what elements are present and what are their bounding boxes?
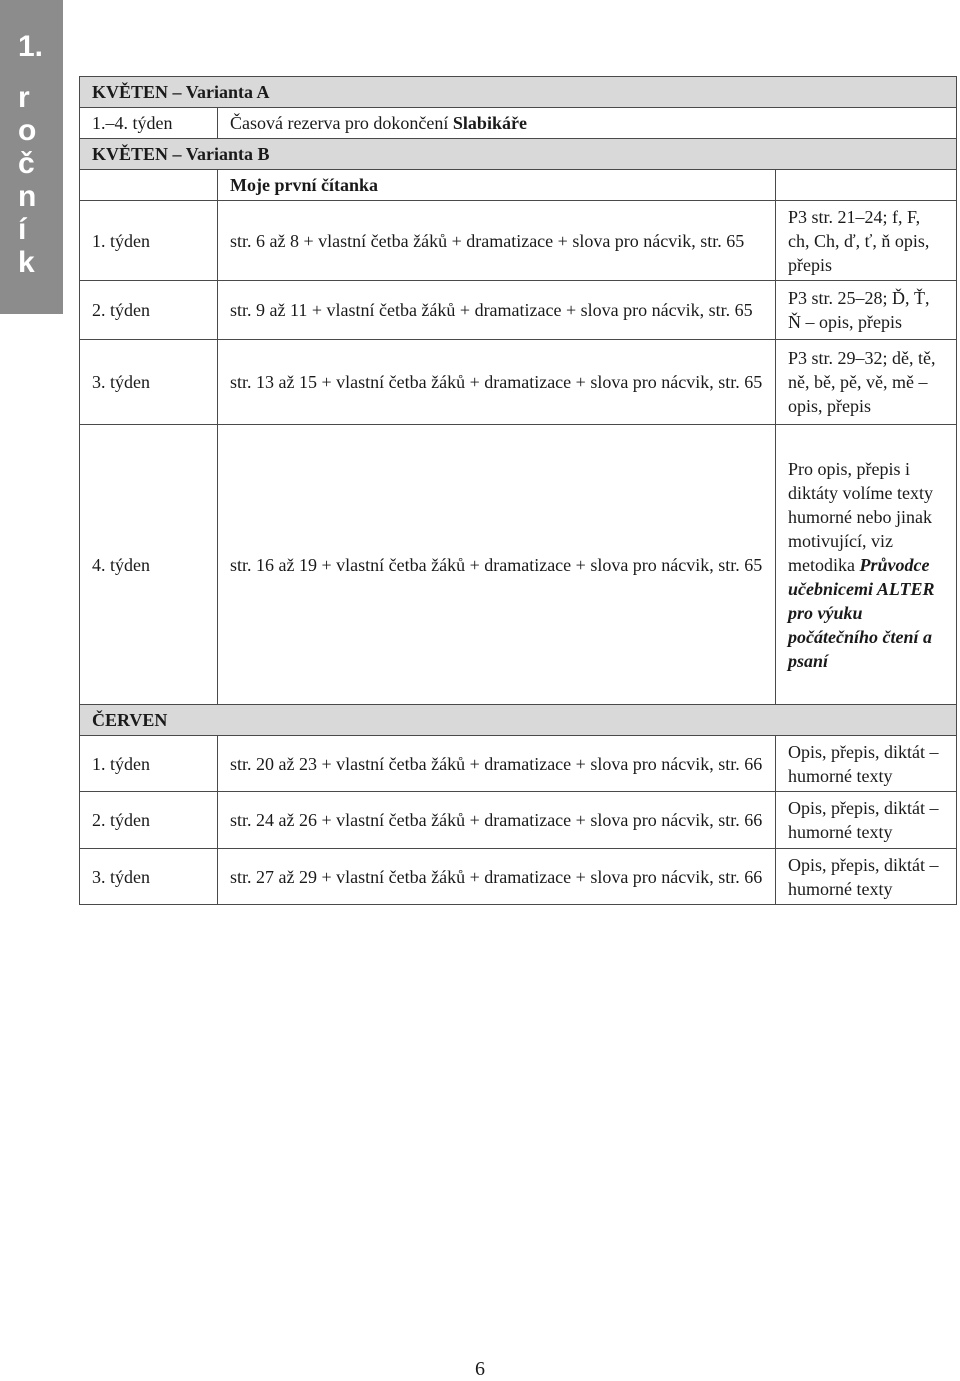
table-row bbox=[80, 792, 957, 849]
table-row bbox=[80, 736, 957, 792]
table-row bbox=[80, 340, 957, 425]
week-cell: 4. týden bbox=[80, 425, 218, 705]
plan-cell: str. 27 až 29 + vlastní četba žáků + dramatizace + slova pro nácvik, str. 66 bbox=[218, 849, 776, 905]
week-cell: 1. týden bbox=[80, 736, 218, 792]
section-header-cerven: ČERVEN bbox=[80, 705, 957, 736]
section-header-row bbox=[80, 139, 957, 170]
note-cell: Opis, přepis, diktát – humorné texty bbox=[776, 792, 957, 849]
grade-side-tab bbox=[0, 0, 63, 314]
slabikar-title: Slabikáře bbox=[452, 113, 527, 133]
note-cell: P3 str. 25–28; Ď, Ť, Ň – opis, přepis bbox=[776, 281, 957, 340]
plan-cell: str. 24 až 26 + vlastní četba žáků + dramatizace + slova pro nácvik, str. 66 bbox=[218, 792, 776, 849]
section-header-row bbox=[80, 77, 957, 108]
methodology-title: Průvodce učebnicemi ALTER pro výuku počátečního čtení a psaní bbox=[788, 554, 935, 671]
plan-cell: str. 9 až 11 + vlastní četba žáků + dramatizace + slova pro nácvik, str. 65 bbox=[218, 281, 776, 340]
side-tab-number: 1. bbox=[18, 30, 44, 63]
plan-cell: Časová rezerva pro dokončení Slabikáře bbox=[218, 108, 957, 139]
week-cell: 2. týden bbox=[80, 281, 218, 340]
section-header-row bbox=[80, 705, 957, 736]
week-cell: 1.–4. týden bbox=[80, 108, 218, 139]
note-cell: Opis, přepis, diktát – humorné texty bbox=[776, 736, 957, 792]
note-cell: Pro opis, přepis i diktáty volíme texty humorné nebo jinak motivující, viz metodika Průvodce učebnicemi ALTER pro výuku počátečního čtení a psaní bbox=[776, 425, 957, 705]
side-tab-letter: í bbox=[18, 213, 27, 246]
week-cell: 3. týden bbox=[80, 340, 218, 425]
table-row bbox=[80, 425, 957, 705]
side-tab-letter: o bbox=[18, 114, 37, 147]
week-cell: 1. týden bbox=[80, 201, 218, 281]
page-number: 6 bbox=[475, 1358, 485, 1380]
note-cell: P3 str. 21–24; f, F, ch, Ch, ď, ť, ň opis, přepis bbox=[776, 201, 957, 281]
note-cell bbox=[776, 170, 957, 201]
table-row bbox=[80, 281, 957, 340]
note-cell: P3 str. 29–32; dě, tě, ně, bě, pě, vě, mě – opis, přepis bbox=[776, 340, 957, 425]
plan-cell: str. 6 až 8 + vlastní četba žáků + dramatizace + slova pro nácvik, str. 65 bbox=[218, 201, 776, 281]
week-cell bbox=[80, 170, 218, 201]
section-header-kveten-b: KVĚTEN – Varianta B bbox=[80, 139, 957, 170]
side-tab-letter: r bbox=[18, 81, 30, 114]
table-row bbox=[80, 108, 957, 139]
side-tab-letter: k bbox=[18, 246, 35, 279]
section-header-kveten-a: KVĚTEN – Varianta A bbox=[80, 77, 957, 108]
table-row bbox=[80, 170, 957, 201]
side-tab-letter: n bbox=[18, 180, 37, 213]
schedule-table bbox=[79, 76, 957, 905]
week-cell: 3. týden bbox=[80, 849, 218, 905]
plan-cell: str. 20 až 23 + vlastní četba žáků + dramatizace + slova pro nácvik, str. 66 bbox=[218, 736, 776, 792]
plan-cell: str. 13 až 15 + vlastní četba žáků + dramatizace + slova pro nácvik, str. 65 bbox=[218, 340, 776, 425]
table-row bbox=[80, 201, 957, 281]
note-cell: Opis, přepis, diktát – humorné texty bbox=[776, 849, 957, 905]
week-cell: 2. týden bbox=[80, 792, 218, 849]
plan-cell: str. 16 až 19 + vlastní četba žáků + dramatizace + slova pro nácvik, str. 65 bbox=[218, 425, 776, 705]
table-row bbox=[80, 849, 957, 905]
side-tab-letter: č bbox=[18, 147, 35, 180]
book-title-cell: Moje první čítanka bbox=[218, 170, 776, 201]
